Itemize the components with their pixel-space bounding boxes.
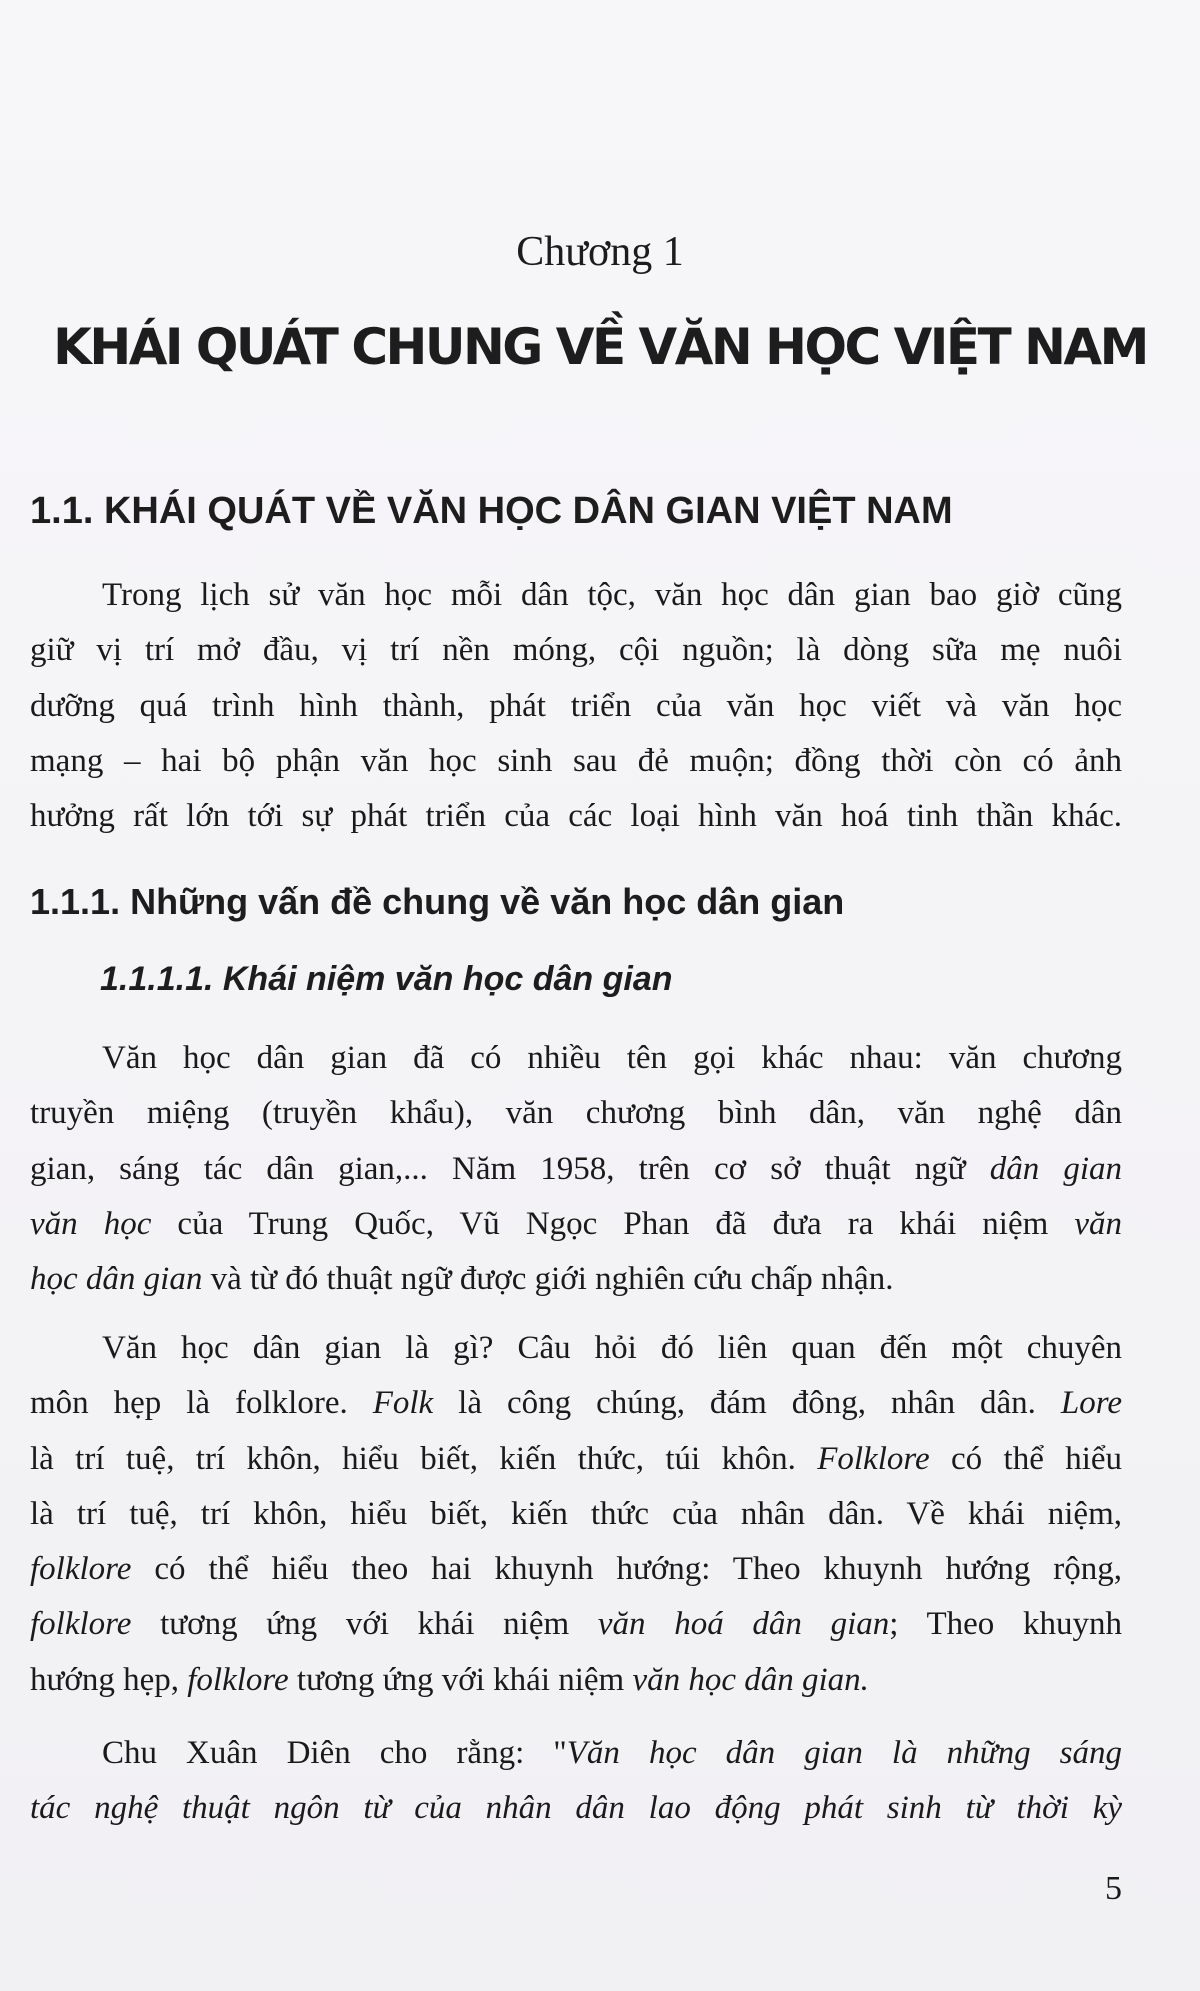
definition-paragraph-2 <box>30 1321 1122 1708</box>
paragraph-line <box>30 1597 1122 1652</box>
italic-term: folklore <box>187 1661 289 1698</box>
text-run: và từ đó thuật ngữ được giới nghiên cứu chấp nhận. <box>210 1261 894 1298</box>
text-run: ; Theo khuynh <box>889 1606 1122 1643</box>
paragraph-line: giữ vị trí mở đầu, vị trí nền móng, cội nguồn; là dòng sữa mẹ nuôi <box>30 632 1122 669</box>
italic-quote: Văn học dân gian là những sáng <box>566 1735 1122 1771</box>
paragraph-line <box>30 1726 1122 1781</box>
text-run: của Trung Quốc, Vũ Ngọc Phan đã đưa ra khái niệm <box>177 1205 1049 1242</box>
definition-paragraph-3 <box>30 1726 1122 1837</box>
italic-term: Folk <box>372 1385 434 1422</box>
italic-quote: tác nghệ thuật ngôn từ của nhân dân lao động phát sinh từ thời kỳ <box>30 1790 1122 1827</box>
section-heading-1-1: 1.1. KHÁI QUÁT VỀ VĂN HỌC DÂN GIAN VIỆT NAM <box>30 490 953 532</box>
italic-term: văn <box>1074 1205 1122 1242</box>
paragraph-line <box>30 1142 1122 1197</box>
paragraph-line: là trí tuệ, trí khôn, hiểu biết, kiến thức của nhân dân. Về khái niệm, <box>30 1495 1122 1532</box>
italic-term: folklore <box>30 1551 132 1588</box>
paragraph-line <box>30 1781 1122 1836</box>
paragraph-line <box>30 1376 1122 1431</box>
text-run: hướng hẹp, <box>30 1661 179 1698</box>
text-run: môn hẹp là folklore. <box>30 1385 348 1422</box>
paragraph-line <box>30 1542 1122 1597</box>
chapter-label: Chương 1 <box>516 229 684 275</box>
text-run: là trí tuệ, trí khôn, hiểu biết, kiến thức, túi khôn. <box>30 1440 796 1477</box>
italic-term: văn hoá dân gian <box>597 1606 890 1643</box>
page-number: 5 <box>1105 1870 1122 1907</box>
paragraph-line: Văn học dân gian đã có nhiều tên gọi khác nhau: văn chương <box>102 1040 1122 1076</box>
italic-term: dân gian <box>989 1150 1122 1187</box>
text-run: là công chúng, đám đông, nhân dân. <box>458 1385 1036 1422</box>
paragraph-line: dưỡng quá trình hình thành, phát triển của văn học viết và văn học <box>30 687 1122 724</box>
italic-term: văn học <box>30 1205 152 1242</box>
paragraph-line: hưởng rất lớn tới sự phát triển của các loại hình văn hoá tinh thần khác. <box>30 798 1122 835</box>
text-run: có thể hiểu theo hai khuynh hướng: Theo khuynh hướng rộng, <box>154 1551 1123 1588</box>
paragraph-line: Trong lịch sử văn học mỗi dân tộc, văn học dân gian bao giờ cũng <box>102 577 1122 613</box>
chapter-title: KHÁI QUÁT CHUNG VỀ VĂN HỌC VIỆT NAM <box>53 318 1147 376</box>
text-run: tương ứng với khái niệm <box>160 1606 570 1643</box>
section-heading-1-1-1: 1.1.1. Những vấn đề chung về văn học dân gian <box>30 881 845 922</box>
intro-paragraph <box>30 568 1122 844</box>
text-run: gian, sáng tác dân gian,... Năm 1958, trên cơ sở thuật ngữ <box>30 1150 966 1187</box>
paragraph-line <box>30 1197 1122 1252</box>
text-run: Chu Xuân Diên cho rằng: " <box>102 1735 567 1771</box>
definition-paragraph-1 <box>30 1031 1122 1307</box>
paragraph-line <box>30 1653 1122 1708</box>
paragraph-line: mạng – hai bộ phận văn học sinh sau đẻ muộn; đồng thời còn có ảnh <box>30 742 1122 779</box>
text-run: có thể hiểu <box>951 1440 1123 1477</box>
italic-term: Folklore <box>817 1440 930 1477</box>
paragraph-line <box>30 1432 1122 1487</box>
italic-term: folklore <box>30 1606 132 1643</box>
section-heading-1-1-1-1: 1.1.1.1. Khái niệm văn học dân gian <box>100 960 673 998</box>
italic-term: văn học dân gian. <box>632 1661 869 1698</box>
paragraph-line: truyền miệng (truyền khẩu), văn chương bình dân, văn nghệ dân <box>30 1095 1122 1132</box>
paragraph-line: Văn học dân gian là gì? Câu hỏi đó liên quan đến một chuyên <box>102 1330 1122 1366</box>
italic-term: Lore <box>1060 1385 1123 1422</box>
text-run: tương ứng với khái niệm <box>296 1661 625 1698</box>
italic-term: học dân gian <box>30 1261 203 1298</box>
paragraph-line <box>30 1252 1122 1307</box>
